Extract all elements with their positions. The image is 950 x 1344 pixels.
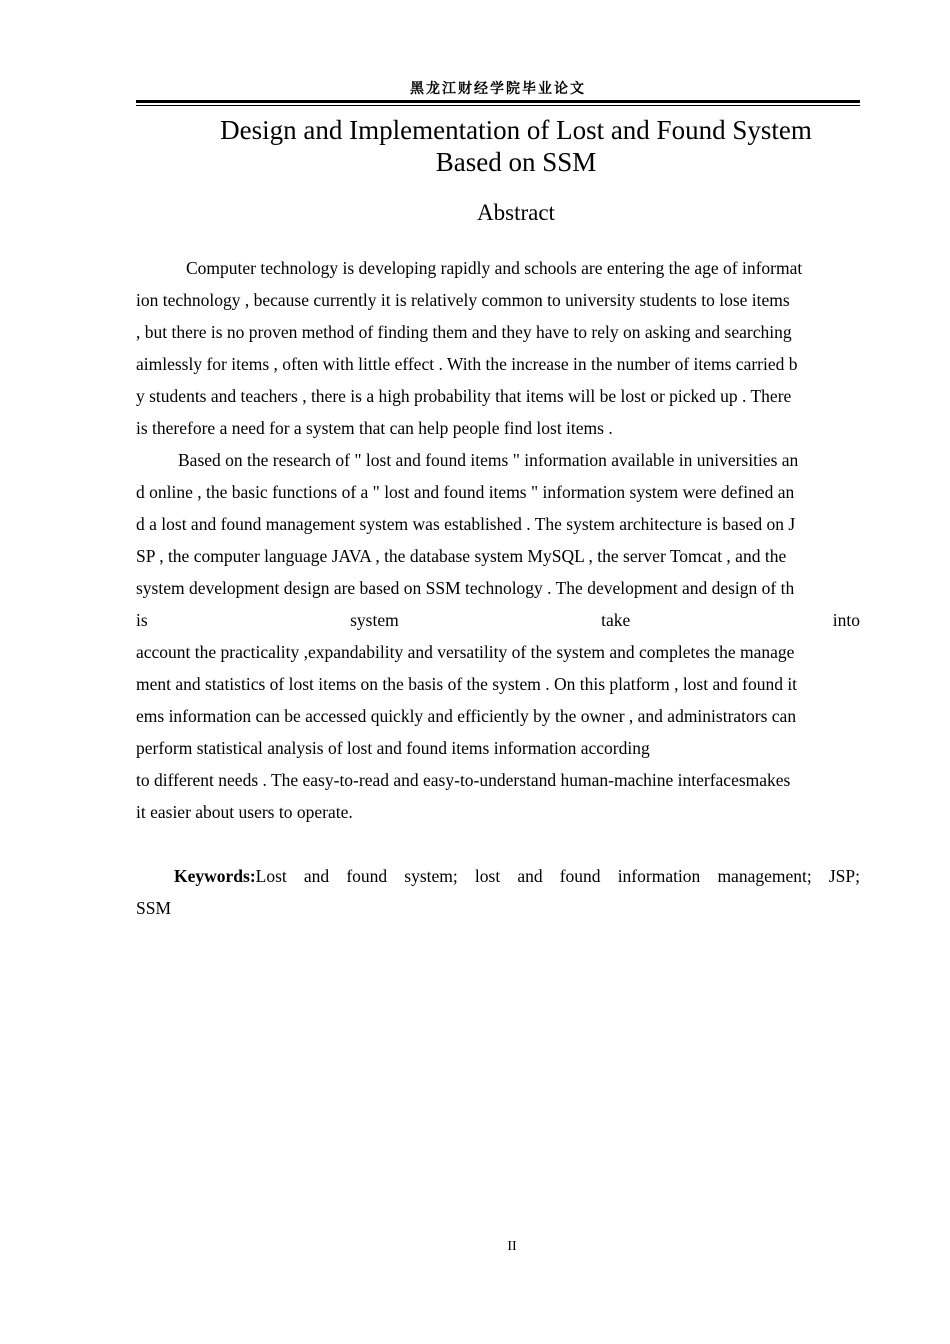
paper-title-line-1: Design and Implementation of Lost and Found System [220, 115, 812, 145]
keywords-line-2: SSM [136, 898, 172, 918]
abstract-line: account the practicality ,expandability and versatility of the system and completes the manage [136, 642, 795, 662]
abstract-line: d a lost and found management system was established . The system architecture is based on J [136, 514, 796, 534]
page-number: II [507, 1239, 517, 1254]
header-rule-thick [136, 100, 860, 103]
running-header: 黑龙江财经学院毕业论文 [410, 81, 586, 97]
abstract-line: d online , the basic functions of a " lost and found items " information system were defined an [136, 482, 795, 502]
abstract-line: is system take into [136, 610, 860, 630]
abstract-line: it easier about users to operate. [136, 802, 353, 822]
abstract-body [136, 252, 860, 828]
abstract-line: ems information can be accessed quickly and efficiently by the owner , and administrators can [136, 706, 797, 726]
abstract-line: aimlessly for items , often with little effect . With the increase in the number of items carried b [136, 354, 798, 374]
abstract-line: y students and teachers , there is a high probability that items will be lost or picked up . There [136, 386, 792, 406]
keywords-label: Keywords: [174, 866, 256, 886]
abstract-line: Based on the research of " lost and found items " information available in universities an [178, 450, 799, 470]
abstract-line: system development design are based on SSM technology . The development and design of th [136, 578, 795, 598]
abstract-line: perform statistical analysis of lost and found items information according [136, 738, 650, 758]
abstract-line: Computer technology is developing rapidly and schools are entering the age of informat [186, 258, 803, 278]
abstract-line: is therefore a need for a system that can help people find lost items . [136, 418, 613, 438]
keywords-line-1 [136, 860, 860, 892]
abstract-line: , but there is no proven method of finding them and they have to rely on asking and searching [136, 322, 792, 342]
paper-title-line-2: Based on SSM [435, 147, 597, 177]
abstract-line: ment and statistics of lost items on the basis of the system . On this platform , lost and found it [136, 674, 798, 694]
paper-title [136, 114, 896, 178]
abstract-line: to different needs . The easy-to-read and easy-to-understand human-machine interfacesmakes [136, 770, 791, 790]
header-rule-thin [136, 105, 860, 106]
keywords [136, 860, 860, 924]
keywords-list: Lost and found system; lost and found information management; JSP; [255, 866, 860, 886]
abstract-line: ion technology , because currently it is relatively common to university students to lose items [136, 290, 790, 310]
abstract-heading: Abstract [477, 200, 555, 225]
abstract-line: SP , the computer language JAVA , the database system MySQL , the server Tomcat , and the [136, 546, 787, 566]
